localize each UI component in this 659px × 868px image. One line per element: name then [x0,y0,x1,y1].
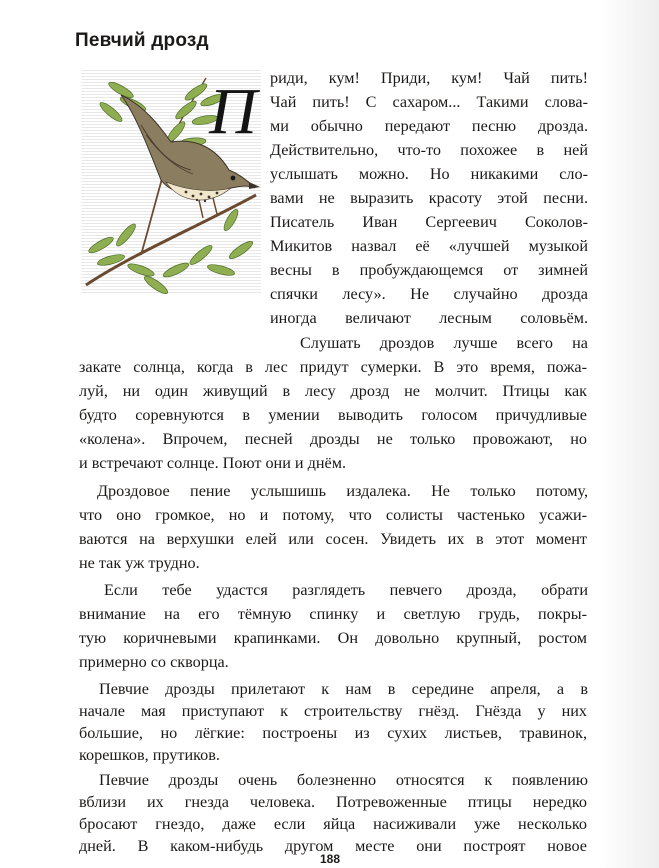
text-line: весны в пробуждающемся от зимней [270,261,588,279]
text-line: большие, но лёгкие: построены из сухих листьев, травинок, [79,724,587,742]
text-line: Микитов назвал её «лучшей музыкой [270,237,588,255]
text-line: Слушать дроздов лучше всего на [300,334,588,352]
text-line: ваются на верхушки елей или сосен. Увидеть их в этот момент [79,530,587,548]
text-line: внимание на его тёмную спинку и светлую грудь, покры- [79,605,587,623]
text-line: примерно со скворца. [79,653,229,671]
text-line: вами не выразить красоту этой песни. [270,189,588,207]
text-line: Действительно, что-то похожее в ней [270,141,588,159]
text-line: услышать можно. Но никакими сло- [270,165,588,183]
page-edge-shadow [599,0,659,868]
page-number: 188 [319,852,341,866]
text-line: и встречают солнце. Поют они и днём. [79,454,346,472]
text-line: Чай пить! С сахаром... Такими слова- [270,93,588,111]
text-line: Дроздовое пение услышишь издалека. Не только потому, [97,482,588,500]
text-line: что оно громкое, но и потому, что солисты частенько усажи- [79,506,587,524]
text-line: риди, кум! Приди, кум! Чай пить! [270,69,588,87]
text-line: иногда величают лесным соловьём. [270,309,588,327]
text-line: Если тебе удастся разглядеть певчего дрозда, обрати [104,581,588,599]
text-line: не так уж трудно. [79,554,200,572]
text-line: «колена». Впрочем, песней дрозды не только провожают, но [79,430,587,448]
text-line: Певчие дрозды очень болезненно относятся к появлению [99,771,588,789]
text-line: будто соревнуются в умении выводить голосом причудливые [79,406,587,424]
text-line: вблизи их гнезда человека. Потревоженные птицы нередко [79,793,587,811]
text-line: Певчие дрозды прилетают к нам в середине апреля, а в [99,680,588,698]
page-title: Певчий дрозд [75,30,209,51]
text-line: Писатель Иван Сергеевич Соколов- [270,213,588,231]
text-line: тую коричневыми крапинками. Он довольно крупный, ростом [79,629,587,647]
text-line: спячки лесу». Не случайно дрозда [270,285,588,303]
drop-cap-letter: П [209,75,257,148]
text-line: луй, ни один живущий в лесу дрозд не молчит. Птицы как [79,382,587,400]
text-line: дней. В каком-нибудь другом месте они построят новое [79,837,587,855]
text-line: бросают гнездо, даже если яйца насиживали уже несколько [79,815,587,833]
text-line: начале мая приступают к строительству гнёзд. Гнёзда у них [79,702,587,720]
text-line: закате солнца, когда в лес придут сумерки. В это время, пожа- [79,358,587,376]
text-line: ми обычно передают песню дрозда. [270,117,588,135]
text-line: корешков, прутиков. [79,746,220,764]
